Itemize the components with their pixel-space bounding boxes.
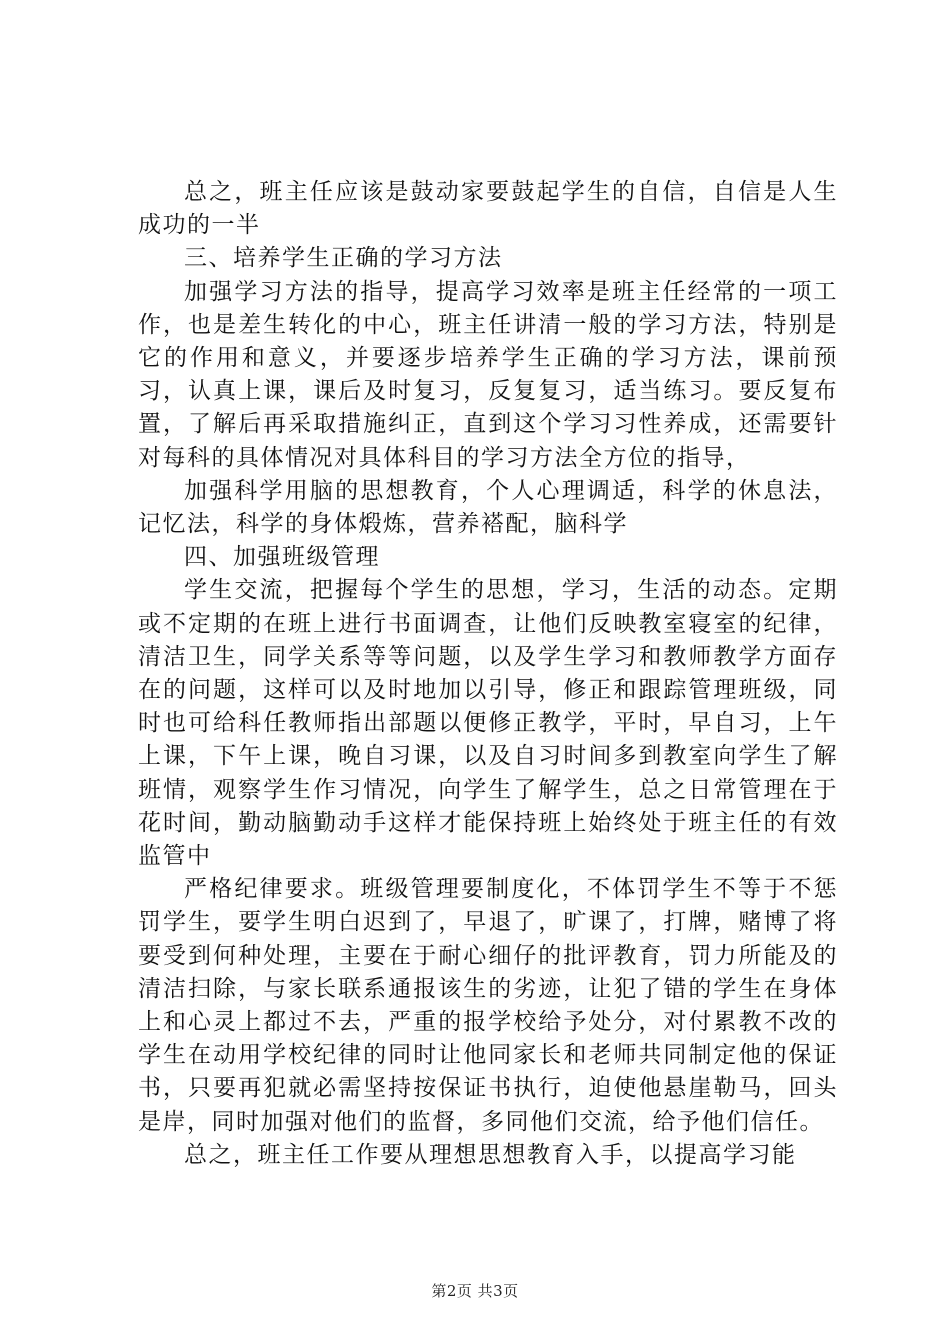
paragraph-final-conclusion: 总之，班主任工作要从理想思想教育入手，以提高学习能 [184,1141,797,1168]
paragraph-discipline: 严格纪律要求。班级管理要制度化，不体罚学生不等于不惩罚学生，要学生明白迟到了，早退了，旷课了，打牌，赌博了将要受到何种处理，主要在于耐心细仔的批评教育，罚力所能及的清洁扫除，与家长联系通报该生的劣迹，让犯了错的学生在身体上和心灵上都过不去，严重的报学校给予处分，对付累教不改的学生在动用学校纪律的同时让他同家长和老师共同制定他的保证书，只要再犯就必需坚持按保证书执行，迫使他悬崖勒马，回头是岸，同时加强对他们的监督，多同他们交流，给予他们信任。 [138,876,838,1135]
paragraph-conclusion-confidence: 总之，班主任应该是鼓动家要鼓起学生的自信，自信是人生成功的一半 [138,179,838,239]
page-footer: 第2页 共3页 [431,1282,519,1300]
paragraph-brain-education: 加强科学用脑的思想教育，个人心理调适，科学的休息法，记忆法，科学的身体煅炼，营养褡配，脑科学 [138,477,838,538]
paragraph-study-methods: 加强学习方法的指导，提高学习效率是班主任经常的一项工作，也是差生转化的中心，班主任讲清一般的学习方法，特别是它的作用和意义，并要逐步培养学生正确的学习方法，课前预习，认真上课，课后及时复习，反复复习，适当练习。要反复布置，了解后再采取措施纠正，直到这个学习习性养成，还需要针对每科的具体情况对具体科目的学习方法全方位的指导， [138,278,838,471]
section-heading-4: 四、加强班级管理 [184,544,380,571]
paragraph-student-communication: 学生交流，把握每个学生的思想，学习，生活的动态。定期或不定期的在班上进行书面调查，让他们反映教室寝室的纪律，清洁卫生，同学关系等等问题，以及学生学习和教师教学方面存在的问题，这样可以及时地加以引导，修正和跟踪管理班级，同时也可给科任教师指出部题以便修正教学，平时，早自习，上午上课，下午上课，晚自习课，以及自习时间多到教室向学生了解班情，观察学生作习情况，向学生了解学生，总之日常管理在于花时间，勤动脑勤动手这样才能保持班上始终处于班主任的有效监管中 [138,577,838,870]
section-heading-3: 三、培养学生正确的学习方法 [184,245,503,272]
document-body [138,176,838,1172]
